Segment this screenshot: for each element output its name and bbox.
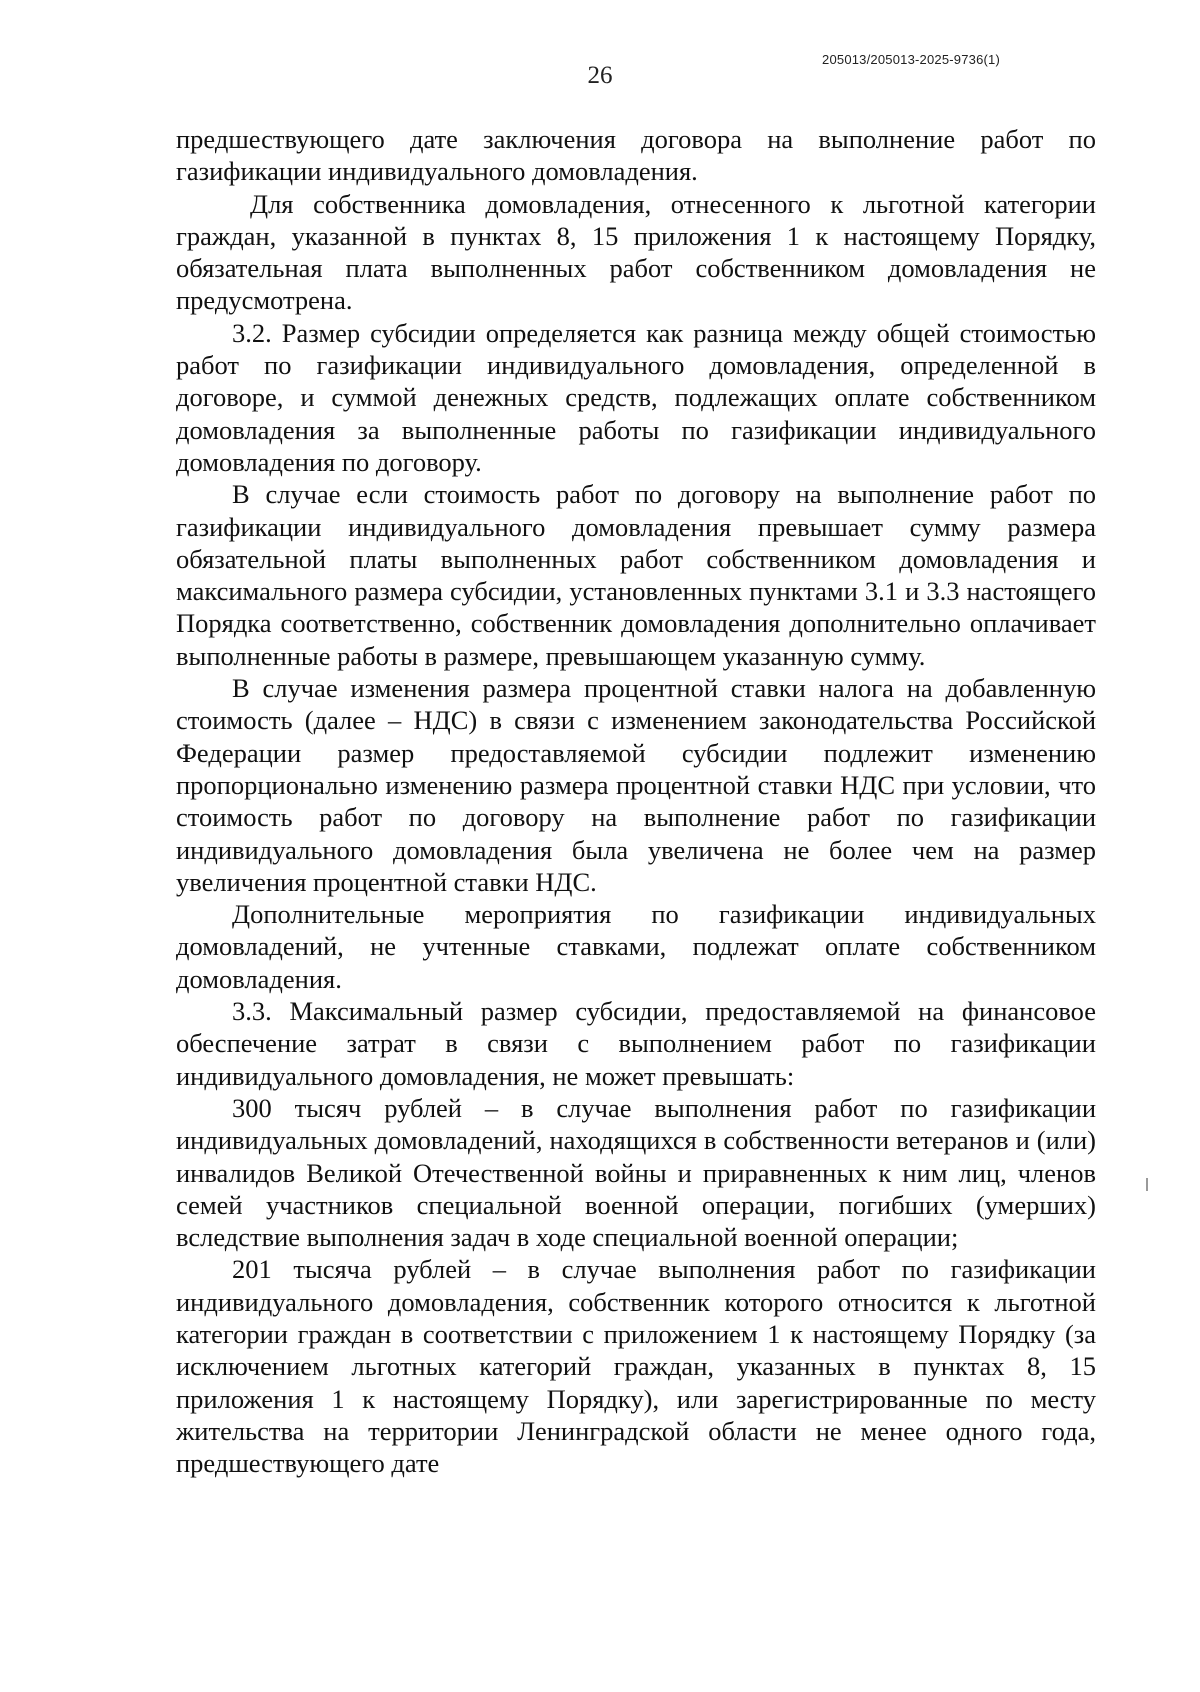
page-number: 26	[587, 62, 613, 89]
document-id: 205013/205013-2025-9736(1)	[822, 52, 1000, 67]
paragraph-additional-measures: Дополнительные мероприятия по газификации индивидуальных домовладений, не учтенные ставками, подлежат оплате собственником домовладения.	[176, 899, 1096, 994]
scan-artifact	[1146, 1178, 1148, 1191]
paragraph-vat-change: В случае изменения размера процентной ставки налога на добавленную стоимость (далее – НДС) в связи с изменением законодательства Российской Федерации размер предоставляемой субсидии подлежит изменению пропорционально изменению размера процентной ставки НДС при условии, что стоимость работ по договору на выполнение работ по газификации индивидуального домовладения была увеличена не более чем на размер увеличения процентной ставки НДС.	[176, 673, 1096, 897]
paragraph-3-2-subsidy-size: 3.2. Размер субсидии определяется как разница между общей стоимостью работ по газификации индивидуального домовладения, определенной в договоре, и суммой денежных средств, подлежащих оплате собственником домовладения за выполненные работы по газификации индивидуального домовладения по договору.	[176, 317, 1096, 477]
paragraph-3-3-maximum-subsidy: 3.3. Максимальный размер субсидии, предоставляемой на финансовое обеспечение затрат в связи с выполнением работ по газификации индивидуального домовладения, не может превышать:	[176, 996, 1096, 1091]
document-body	[176, 123, 1096, 1479]
paragraph-continuation: предшествующего дате заключения договора на выполнение работ по газификации индивидуального домовладения.	[176, 124, 1096, 187]
paragraph-201-thousand: 201 тысяча рублей – в случае выполнения работ по газификации индивидуального домовладения, собственник которого относится к льготной категории граждан в соответствии с приложением 1 к настоящему Порядку (за исключением льготных категорий граждан, указанных в пунктах 8, 15 приложения 1 к настоящему Порядку), или зарегистрированные по месту жительства на территории Ленинградской области не менее одного года, предшествующего дате	[176, 1254, 1096, 1479]
paragraph-300-thousand: 300 тысяч рублей – в случае выполнения работ по газификации индивидуальных домовладений, находящихся в собственности ветеранов и (или) инвалидов Великой Отечественной войны и приравненных к ним лиц, членов семей участников специальной военной операции, погибших (умерших) вследствие выполнения задач в ходе специальной военной операции;	[176, 1092, 1096, 1253]
paragraph-cost-exceeds: В случае если стоимость работ по договору на выполнение работ по газификации индивидуального домовладения превышает сумму размера обязательной платы выполненных работ собственником домовладения и максимального размера субсидии, установленных пунктами 3.1 и 3.3 настоящего Порядка соответственно, собственник домовладения дополнительно оплачивает выполненные работы в размере, превышающем указанную сумму.	[176, 479, 1096, 671]
paragraph-owner-exemption: Для собственника домовладения, отнесенного к льготной категории граждан, указанной в пунктах 8, 15 приложения 1 к настоящему Порядку, обязательная плата выполненных работ собственником домовладения не предусмотрена.	[176, 188, 1096, 316]
